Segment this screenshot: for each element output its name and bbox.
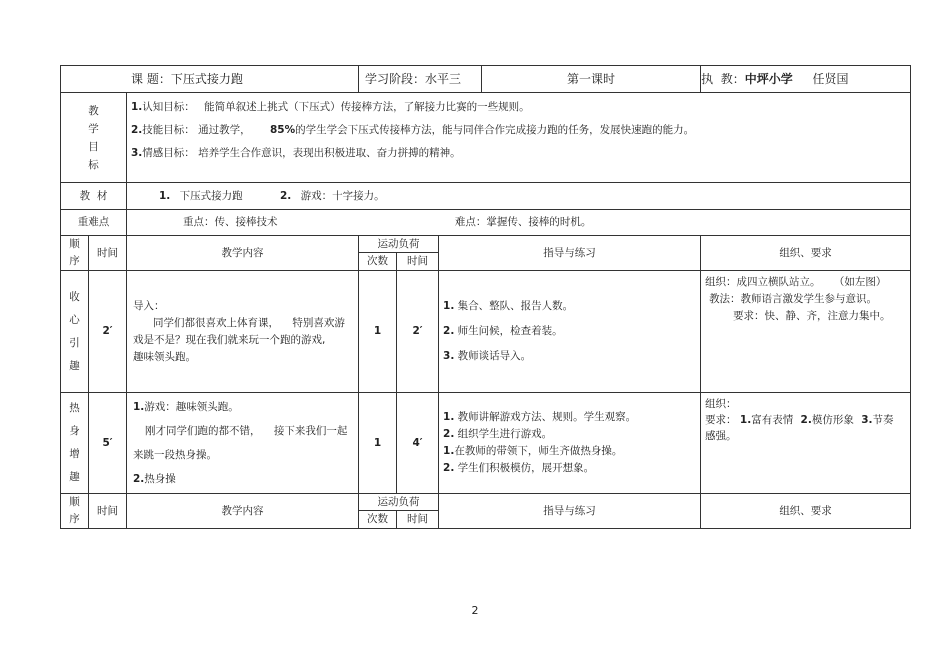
organization-line: 教法：教师语言激发学生参与意识。 — [709, 293, 878, 305]
guidance-line — [443, 319, 696, 344]
content-line: 同学们都很喜欢上体育课， 特别喜欢游 — [153, 316, 345, 329]
guidance-line — [443, 460, 696, 477]
key-points-content — [127, 210, 911, 236]
section-content — [127, 271, 359, 393]
col-time: 时间 — [89, 236, 127, 271]
section-count: 1 — [359, 271, 397, 393]
guidance-num: 2. — [443, 428, 455, 440]
organization-num: 1. — [739, 414, 752, 426]
guidance-num: 2. — [443, 462, 455, 474]
organization-line: 组织： — [705, 398, 737, 410]
stage-text: 学习阶段：水平三 — [365, 71, 462, 86]
guidance-text: 教师谈话导入。 — [457, 350, 532, 362]
section-order-char: 收 — [69, 290, 80, 303]
guidance-text: 师生问候，检查着装。 — [457, 325, 563, 337]
guidance-line — [443, 443, 696, 460]
goal-text: 的学生学会下压式传接棒方法，能与同伴合作完成接力跑的任务，发展快速跑的能力。 — [295, 124, 695, 136]
section-order — [61, 393, 89, 494]
guidance-text: 教师讲解游戏方法、规则。学生观察。 — [457, 411, 637, 423]
organization-item: 节奏 — [872, 414, 894, 426]
goals-label — [61, 93, 127, 183]
guidance-num: 1. — [443, 445, 455, 457]
material-item: 游戏：十字接力。 — [300, 189, 385, 202]
section-organization — [701, 393, 911, 494]
goal-num: 3. — [131, 147, 143, 159]
key-point-text: 重点：传、接棒技术 — [183, 216, 278, 228]
content-line: 刚才同学们跑的都不错， 接下来我们一起 — [145, 425, 348, 437]
organization-line — [705, 412, 906, 428]
col-guidance: 指导与练习 — [439, 236, 701, 271]
guidance-num: 1. — [443, 411, 455, 423]
content-tail: 热身操 — [144, 473, 176, 485]
section-order-char: 增 — [69, 448, 80, 460]
material-num: 2. — [279, 189, 292, 202]
col-organization: 组织、要求 — [701, 494, 911, 529]
content-line — [133, 467, 354, 491]
col-order — [61, 236, 89, 271]
material-item: 下压式接力跑 — [179, 189, 243, 202]
guidance-num: 3. — [443, 350, 455, 362]
section-row-intro — [61, 271, 911, 393]
section-count: 1 — [359, 393, 397, 494]
col-count: 次数 — [359, 511, 397, 529]
organization-num: 2. — [800, 414, 812, 426]
organization-num: 3. — [861, 414, 873, 426]
col-load: 运动负荷 — [359, 494, 439, 511]
section-duration: 2′ — [397, 271, 439, 393]
section-guidance — [439, 271, 701, 393]
goal-percent: 85% — [269, 124, 296, 136]
col-duration: 时间 — [397, 253, 439, 271]
organization-item: 富有表情 — [751, 414, 794, 426]
section-order-char: 趣 — [69, 471, 80, 483]
content-line: 来跳一段热身操。 — [133, 449, 217, 461]
section-guidance — [439, 393, 701, 494]
lesson-plan-sheet — [60, 65, 910, 529]
section-time: 5′ — [89, 393, 127, 494]
goals-label-char: 教 — [88, 104, 99, 117]
content-line: 趣味领头跑。 — [133, 350, 196, 363]
goal-text: 通过教学， — [198, 124, 251, 136]
key-points-label: 重难点 — [61, 210, 127, 236]
col-order-char: 顺 — [69, 238, 80, 250]
col-order-char: 序 — [69, 255, 80, 267]
guidance-line — [443, 344, 696, 369]
teacher-cell — [701, 66, 911, 93]
section-content — [127, 393, 359, 494]
lesson-text: 第一课时 — [567, 71, 616, 86]
goal-num: 2. — [131, 124, 143, 136]
col-load: 运动负荷 — [359, 236, 439, 253]
content-num: 1. — [133, 401, 145, 413]
materials-content — [127, 183, 911, 210]
goal-text: 培养学生合作意识，表现出积极进取、奋力拼搏的精神。 — [198, 147, 461, 159]
section-order — [61, 271, 89, 393]
organization-line: 要求：快、静、齐，注意力集中。 — [733, 310, 891, 322]
title-row — [61, 66, 911, 93]
column-header-row — [61, 236, 911, 253]
topic-cell — [61, 66, 359, 93]
col-time: 时间 — [89, 494, 127, 529]
guidance-text: 学生们积极模仿，展开想象。 — [457, 462, 595, 474]
materials-label: 教 材 — [61, 183, 127, 210]
guidance-text: 集合、整队、报告人数。 — [457, 300, 574, 312]
col-content: 教学内容 — [127, 494, 359, 529]
col-guidance: 指导与练习 — [439, 494, 701, 529]
content-line — [133, 395, 354, 419]
organization-req: 要求： — [705, 414, 737, 426]
goal-label: 情感目标： — [142, 147, 195, 159]
section-row-warmup — [61, 393, 911, 494]
goal-cognitive — [131, 100, 906, 115]
col-content: 教学内容 — [127, 236, 359, 271]
goal-label: 技能目标： — [142, 124, 195, 136]
content-line: 导入： — [133, 299, 165, 312]
goals-label-char: 目 — [88, 140, 99, 153]
goal-affective — [131, 146, 906, 161]
col-order — [61, 494, 89, 529]
topic-text: 课 题：下压式接力跑 — [131, 71, 243, 86]
section-order-char: 引 — [69, 336, 80, 349]
organization-line: 感强。 — [705, 430, 737, 442]
difficulty-text: 难点：掌握传、接棒的时机。 — [454, 216, 592, 228]
goal-text: 能简单叙述上挑式（下压式）传接棒方法，了解接力比赛的一些规则。 — [204, 101, 530, 113]
goals-label-char: 学 — [88, 122, 99, 135]
teacher-name: 任贤国 — [812, 71, 849, 86]
materials-row — [61, 183, 911, 210]
guidance-line — [443, 426, 696, 443]
section-organization — [701, 271, 911, 393]
content-title: 游戏：趣味领头跑。 — [144, 401, 239, 413]
goal-skill — [131, 123, 906, 138]
teacher-label: 执 教： — [701, 71, 745, 86]
col-organization: 组织、要求 — [701, 236, 911, 271]
section-order-char: 趣 — [69, 359, 80, 372]
col-order-char: 顺 — [69, 496, 80, 508]
goals-label-char: 标 — [88, 158, 99, 171]
content-line: 戏是不是？现在我们就来玩一个跑的游戏, — [133, 333, 326, 346]
material-num: 1. — [159, 189, 171, 202]
key-points-row — [61, 210, 911, 236]
lesson-plan-table — [60, 65, 911, 529]
content-num: 2. — [133, 473, 145, 485]
section-time: 2′ — [89, 271, 127, 393]
goals-content — [127, 93, 911, 183]
organization-line: 组织：成四立横队站立。 （如左图） — [705, 276, 887, 288]
section-duration: 4′ — [397, 393, 439, 494]
stage-lesson-cell — [359, 66, 701, 93]
school-text: 中坪小学 — [744, 71, 793, 86]
guidance-text: 在教师的带领下，师生齐做热身操。 — [454, 445, 623, 457]
guidance-text: 组织学生进行游戏。 — [457, 428, 553, 440]
section-order-char: 热 — [69, 402, 80, 414]
organization-item: 模仿形象 — [811, 414, 854, 426]
guidance-line — [443, 409, 696, 426]
guidance-num: 1. — [443, 300, 455, 312]
goal-label: 认知目标： — [142, 101, 195, 113]
col-count: 次数 — [359, 253, 397, 271]
col-duration: 时间 — [397, 511, 439, 529]
page-number: 2 — [471, 604, 479, 617]
col-order-char: 序 — [69, 513, 80, 525]
goals-row — [61, 93, 911, 183]
guidance-line — [443, 294, 696, 319]
goal-num: 1. — [131, 101, 143, 113]
guidance-num: 2. — [443, 325, 455, 337]
section-order-char: 身 — [69, 425, 80, 437]
footer-header-row — [61, 494, 911, 511]
section-order-char: 心 — [69, 313, 80, 326]
